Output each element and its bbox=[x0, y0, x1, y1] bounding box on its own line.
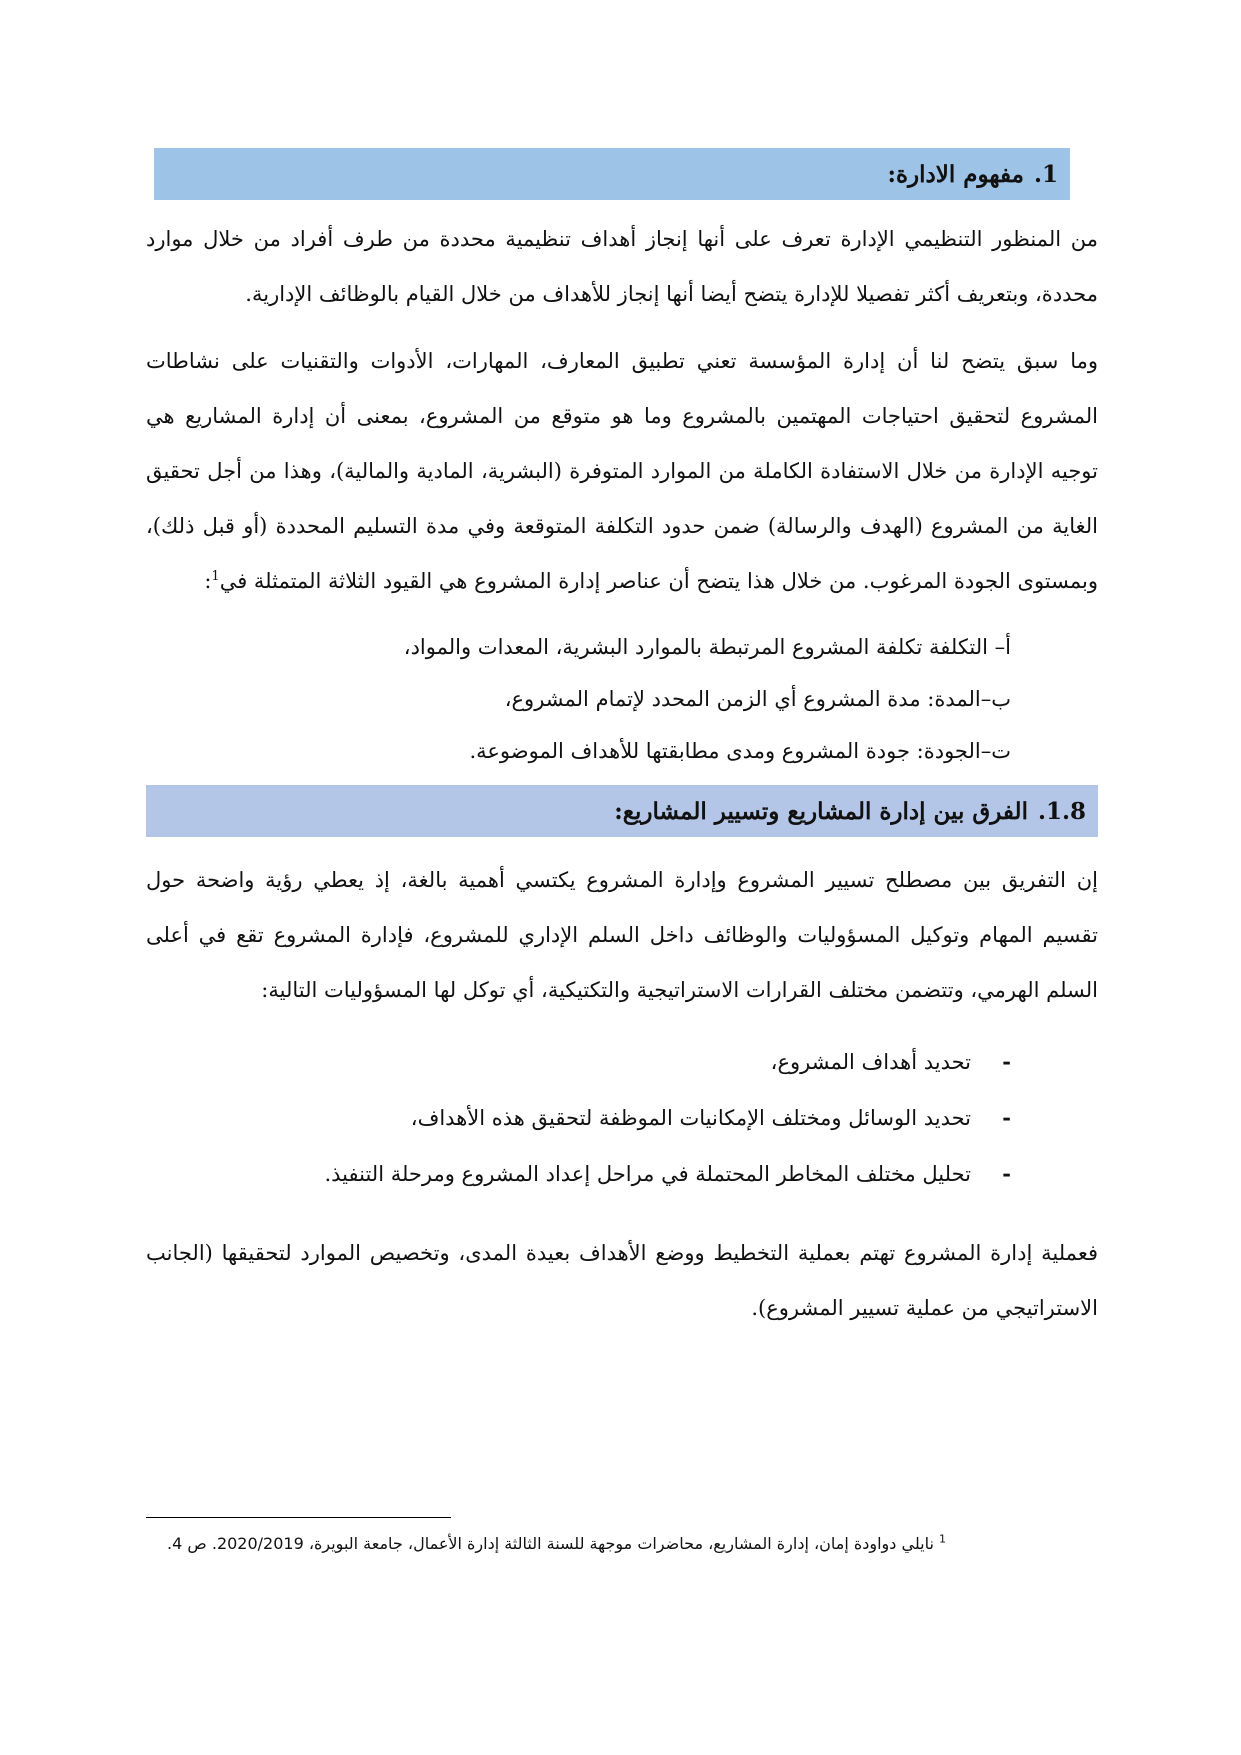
bullet-dash: - bbox=[1002, 1105, 1011, 1130]
list-item bbox=[146, 1146, 1098, 1202]
list-item bbox=[146, 1034, 1098, 1090]
document-page bbox=[146, 148, 1098, 1336]
section-number: 1. bbox=[1033, 160, 1058, 188]
list-item-text: تحديد أهداف المشروع، bbox=[770, 1050, 971, 1074]
section-heading-1 bbox=[154, 148, 1070, 200]
responsibilities-list bbox=[146, 1034, 1098, 1202]
list-item-text: تحديد الوسائل ومختلف الإمكانيات الموظفة لتحقيق هذه الأهداف، bbox=[410, 1106, 971, 1130]
bullet-dash: - bbox=[1002, 1161, 1011, 1186]
footnote bbox=[146, 1530, 946, 1558]
footnote-separator bbox=[146, 1517, 451, 1518]
section-number: 1.8. bbox=[1037, 797, 1086, 825]
paragraph-tail: : bbox=[204, 569, 212, 593]
section-title: الفرق بين إدارة المشاريع وتسيير المشاريع: bbox=[614, 797, 1028, 825]
list-item: ب–المدة: مدة المشروع أي الزمن المحدد لإتمام المشروع، bbox=[504, 687, 1011, 711]
constraints-list bbox=[146, 621, 1098, 777]
list-item-text: تحليل مختلف المخاطر المحتملة في مراحل إعداد المشروع ومرحلة التنفيذ. bbox=[324, 1162, 971, 1186]
footnote-reference[interactable]: 1 bbox=[211, 569, 220, 584]
paragraph-definition: من المنظور التنظيمي الإدارة تعرف على أنها إنجاز أهداف تنظيمية محددة من طرف أفراد من خلال موارد محددة، وبتعريف أكثر تفصيلا للإدارة يتضح أيضا أنها إنجاز للأهداف من خلال القيام بالوظائف الإدارية. bbox=[146, 227, 1098, 306]
section-heading-2 bbox=[146, 785, 1098, 837]
bullet-dash: - bbox=[1002, 1049, 1011, 1074]
footnote-text: نايلي دواودة إمان، إدارة المشاريع، محاضرات موجهة للسنة الثالثة إدارة الأعمال، جامعة البويرة، 2020/2019. ص 4. bbox=[167, 1534, 934, 1553]
paragraph-project-management bbox=[146, 334, 1098, 609]
section-title: مفهوم الادارة: bbox=[887, 160, 1024, 188]
list-item bbox=[146, 1090, 1098, 1146]
list-item: أ– التكلفة تكلفة المشروع المرتبطة بالموارد البشرية، المعدات والمواد، bbox=[403, 635, 1011, 659]
paragraph-distinction: إن التفريق بين مصطلح تسيير المشروع وإدارة المشروع يكتسي أهمية بالغة، إذ يعطي رؤية واضحة حول تقسيم المهام وتوكيل المسؤوليات والوظائف داخل السلم الإداري للمشروع، فإدارة المشروع تقع في أعلى السلم الهرمي، وتتضمن مختلف القرارات الاستراتيجية والتكتيكية، أي توكل لها المسؤوليات التالية: bbox=[146, 868, 1098, 1002]
paragraph-conclusion: فعملية إدارة المشروع تهتم بعملية التخطيط ووضع الأهداف بعيدة المدى، وتخصيص الموارد لتحقيقها (الجانب الاستراتيجي من عملية تسيير المشروع). bbox=[146, 1241, 1098, 1320]
footnote-number: 1 bbox=[939, 1532, 946, 1546]
paragraph-text: وما سبق يتضح لنا أن إدارة المؤسسة تعني تطبيق المعارف، المهارات، الأدوات والتقنيات على نشاطات المشروع لتحقيق احتياجات المهتمين بالمشروع وما هو متوقع من المشروع، بمعنى أن إدارة المشاريع هي توجيه الإدارة من خلال الاستفادة الكاملة من الموارد المتوفرة (البشرية، المادية والمالية)، وهذا من أجل تحقيق الغاية من المشروع (الهدف والرسالة) ضمن حدود التكلفة المتوقعة وفي مدة التسليم المحددة (أو قبل ذلك)، وبمستوى الجودة المرغوب. من خلال هذا يتضح أن عناصر إدارة المشروع هي القيود الثلاثة المتمثلة في bbox=[146, 349, 1098, 593]
list-item: ت–الجودة: جودة المشروع ومدى مطابقتها للأهداف الموضوعة. bbox=[469, 739, 1011, 763]
